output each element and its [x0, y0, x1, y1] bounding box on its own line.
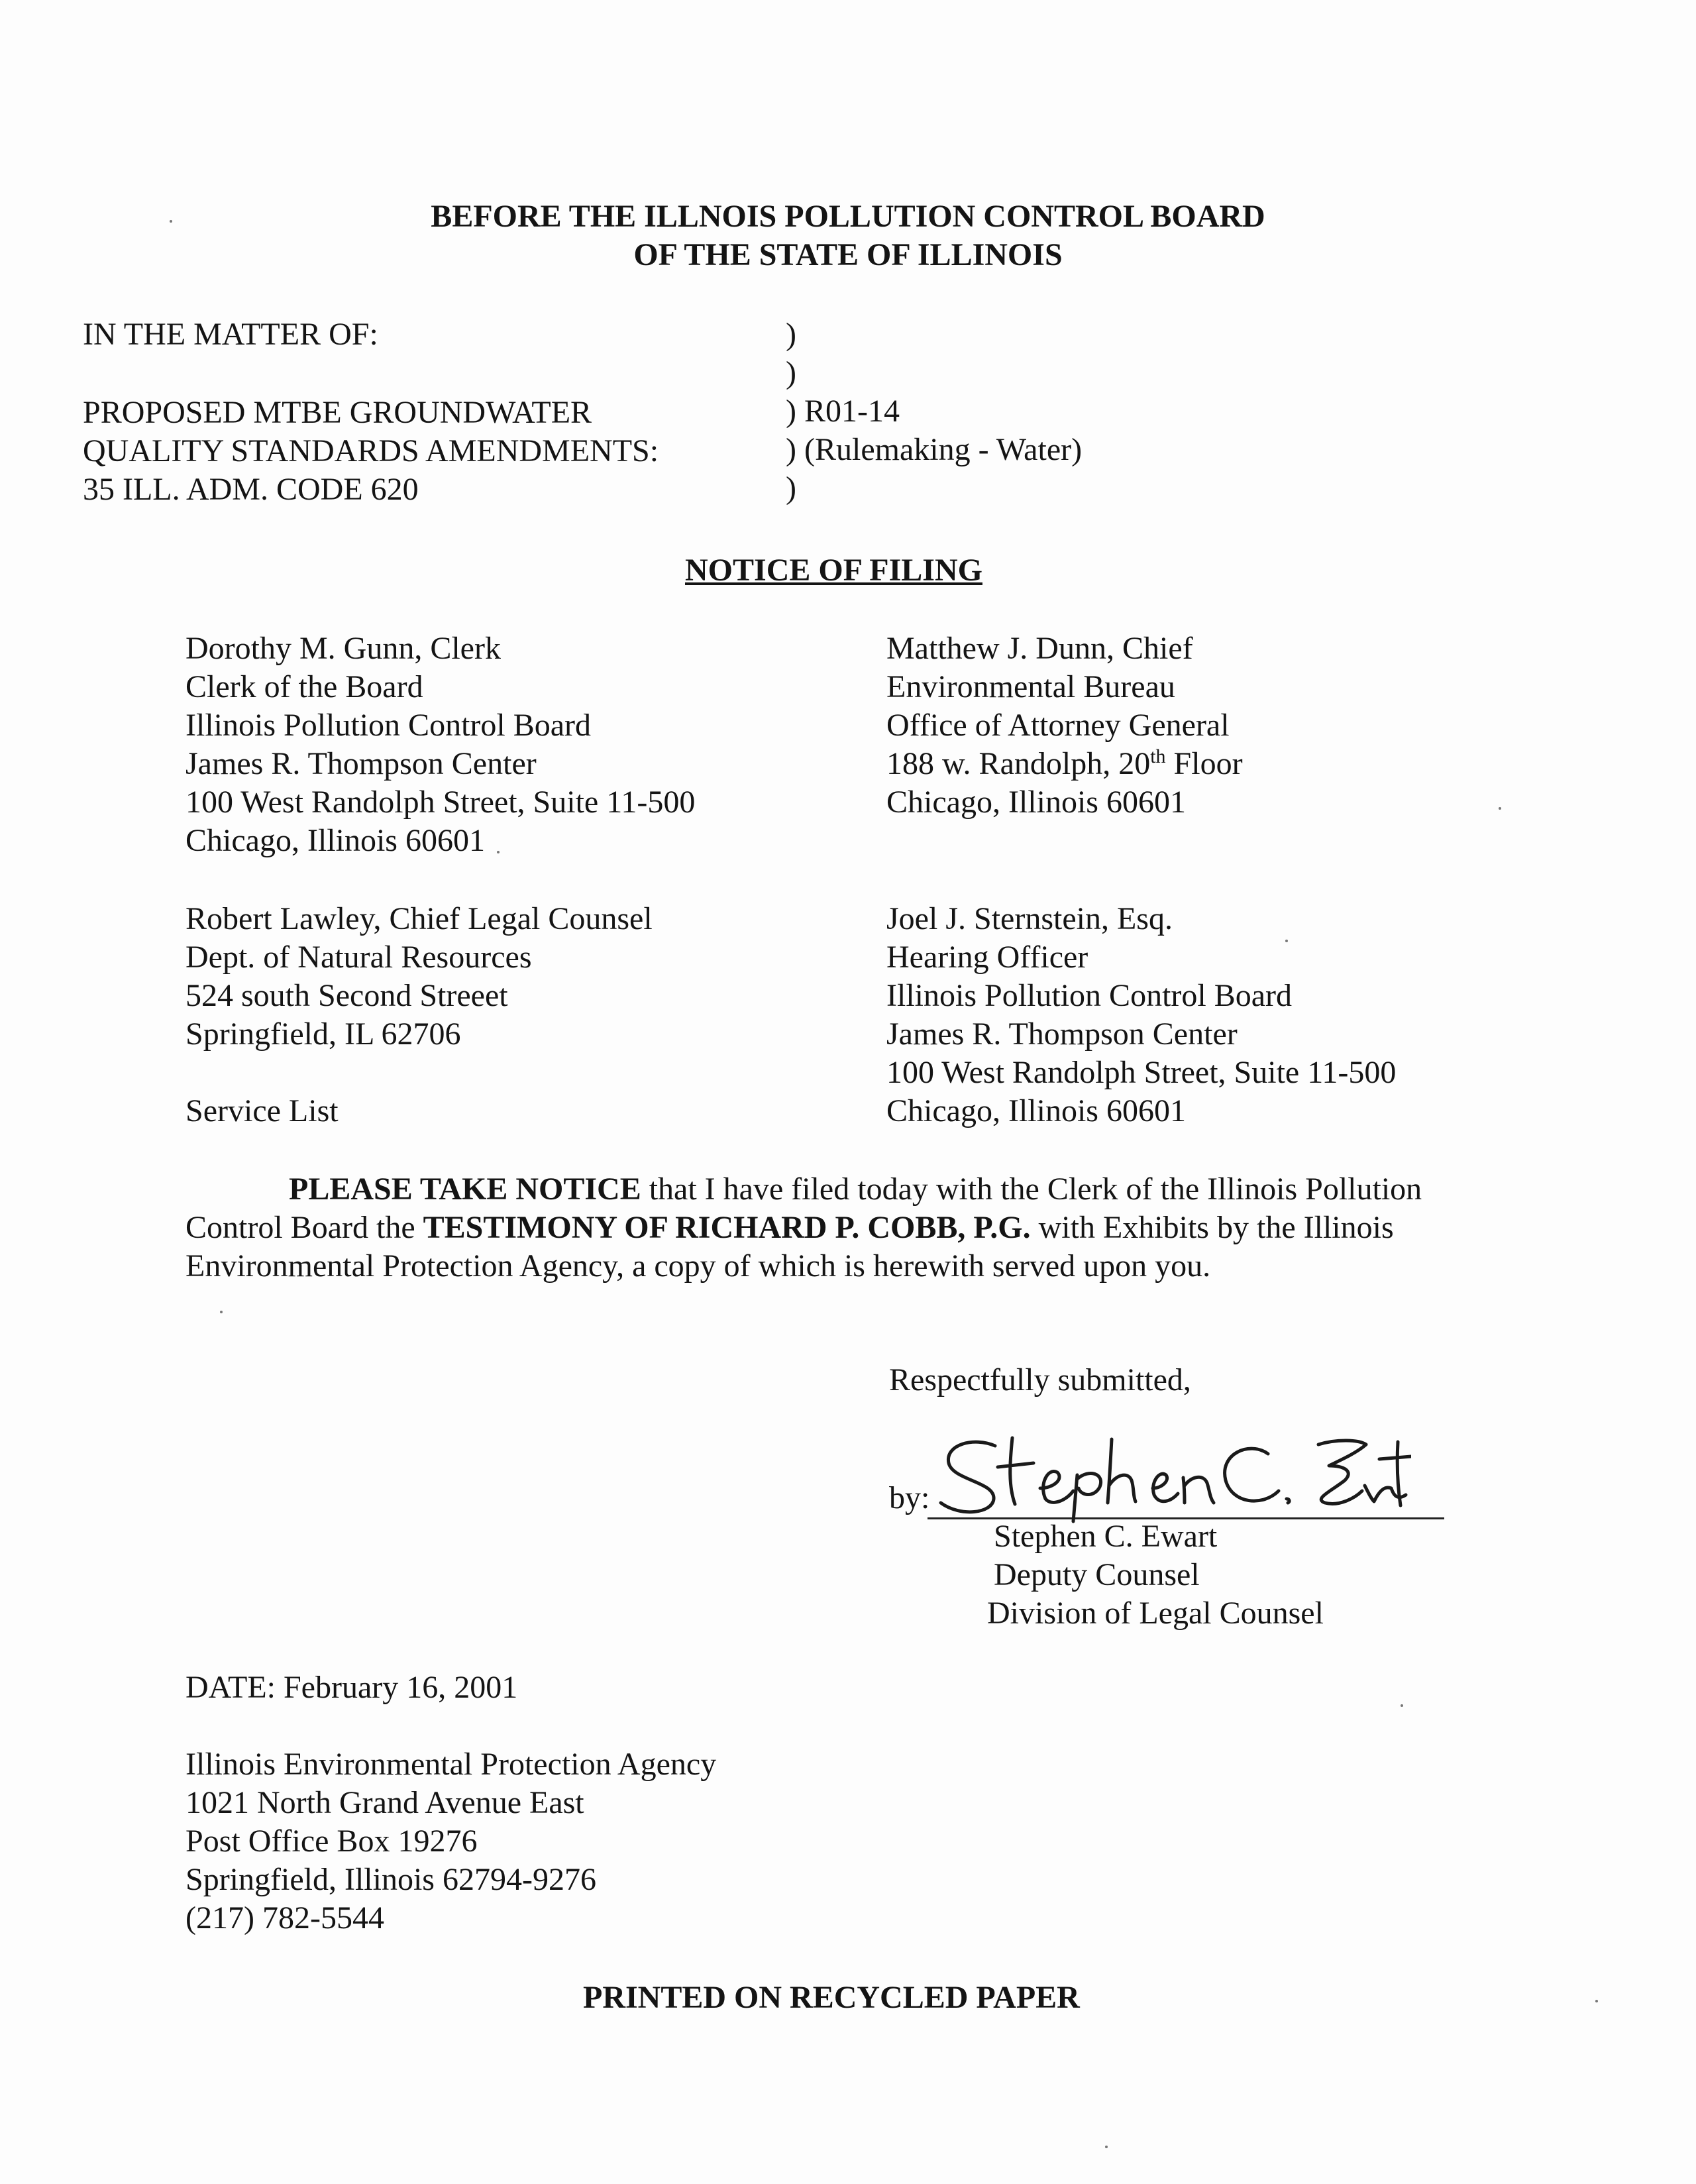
address-line: Chicago, Illinois 60601 [886, 1093, 1186, 1128]
caption-subject-line: QUALITY STANDARDS AMENDMENTS: [83, 433, 659, 468]
by-label: by: [889, 1480, 930, 1515]
scan-speck [220, 1311, 223, 1313]
caption-subject [83, 394, 659, 509]
signatory-title: Deputy Counsel [994, 1557, 1200, 1592]
heading-line-2: OF THE STATE OF ILLINOIS [633, 237, 1063, 272]
address-line: Illinois Pollution Control Board [186, 708, 592, 743]
heading-line-1: BEFORE THE ILLNOIS POLLUTION CONTROL BOARD [431, 199, 1265, 234]
address-line: Springfield, Illinois 62794-9276 [186, 1862, 596, 1897]
scan-speck [1401, 1704, 1403, 1707]
address-line: Chicago, Illinois 60601 [186, 823, 485, 858]
signatory [987, 1517, 1324, 1633]
address-line: Chicago, Illinois 60601 [886, 785, 1186, 820]
street-text-end: Floor [1165, 746, 1243, 781]
notice-title: NOTICE OF FILING [685, 553, 982, 588]
paragraph-line [186, 1170, 1422, 1209]
notice-lead: PLEASE TAKE NOTICE [289, 1172, 641, 1207]
scan-speck [1499, 807, 1501, 810]
address-line: Post Office Box 19276 [186, 1824, 478, 1859]
address-line: Clerk of the Board [186, 669, 423, 704]
address-line: Robert Lawley, Chief Legal Counsel [186, 901, 653, 936]
signatory-name: Stephen C. Ewart [994, 1519, 1218, 1554]
matter-label: IN THE MATTER OF: [83, 317, 378, 352]
address-line: James R. Thompson Center [886, 1016, 1238, 1052]
address-line: Environmental Bureau [886, 669, 1175, 704]
paragraph-text: Control Board the [186, 1210, 423, 1245]
case-number: ) R01-14 [786, 394, 900, 429]
address-line: 100 West Randolph Street, Suite 11-500 [186, 785, 696, 820]
recipient-dnr [186, 900, 653, 1054]
caption-subject-line: PROPOSED MTBE GROUNDWATER [83, 395, 592, 430]
recipient-clerk [186, 629, 695, 860]
scan-speck [1595, 2000, 1598, 2002]
caption-parens [786, 315, 1082, 508]
agency-address [186, 1745, 716, 1938]
caption-subject-line: 35 ILL. ADM. CODE 620 [83, 472, 419, 507]
address-line: Matthew J. Dunn, Chief [886, 631, 1193, 666]
scan-speck [1105, 2146, 1108, 2148]
street-text: 188 w. Randolph, 20 [886, 746, 1151, 781]
date-line: DATE: February 16, 2001 [186, 1670, 518, 1705]
ordinal-suffix: th [1150, 745, 1166, 767]
scan-speck [1285, 940, 1288, 942]
address-line: Hearing Officer [886, 940, 1088, 975]
address-line [886, 745, 1243, 783]
address-line: James R. Thompson Center [186, 746, 537, 781]
address-line: Dept. of Natural Resources [186, 940, 532, 975]
paragraph-line: Environmental Protection Agency, a copy of which is herewith served upon you. [186, 1248, 1211, 1283]
address-line: Illinois Pollution Control Board [886, 978, 1293, 1013]
caption-paren: ) [786, 355, 796, 390]
address-line: 100 West Randolph Street, Suite 11-500 [886, 1055, 1397, 1090]
footer-recycled: PRINTED ON RECYCLED PAPER [583, 1980, 1080, 2015]
service-list: Service List [186, 1093, 339, 1128]
paragraph-text: with Exhibits by the Illinois [1030, 1210, 1394, 1245]
scan-speck [497, 851, 500, 853]
recipient-hearing-officer [886, 900, 1396, 1130]
address-line: Joel J. Sternstein, Esq. [886, 901, 1173, 936]
notice-paragraph [186, 1170, 1422, 1285]
handwritten-signature [934, 1425, 1411, 1524]
address-line: Dorothy M. Gunn, Clerk [186, 631, 501, 666]
address-line: (217) 782-5544 [186, 1900, 384, 1936]
address-line: 524 south Second Streeet [186, 978, 508, 1013]
signatory-division: Division of Legal Counsel [987, 1596, 1324, 1631]
scan-speck [170, 220, 172, 223]
paragraph-text: that I have filed today with the Clerk of the Illinois Pollution [641, 1172, 1422, 1207]
testimony-title: TESTIMONY OF RICHARD P. COBB, P.G. [423, 1210, 1031, 1245]
caption-paren: ) [786, 317, 796, 352]
closing: Respectfully submitted, [889, 1362, 1191, 1397]
case-type: ) (Rulemaking - Water) [786, 432, 1083, 467]
caption-paren: ) [786, 470, 796, 506]
address-line: Office of Attorney General [886, 708, 1230, 743]
address-line: Illinois Environmental Protection Agency [186, 1747, 717, 1782]
paragraph-line [186, 1209, 1422, 1247]
address-line: Springfield, IL 62706 [186, 1016, 461, 1052]
address-line: 1021 North Grand Avenue East [186, 1785, 584, 1820]
recipient-attorney-general [886, 629, 1243, 822]
